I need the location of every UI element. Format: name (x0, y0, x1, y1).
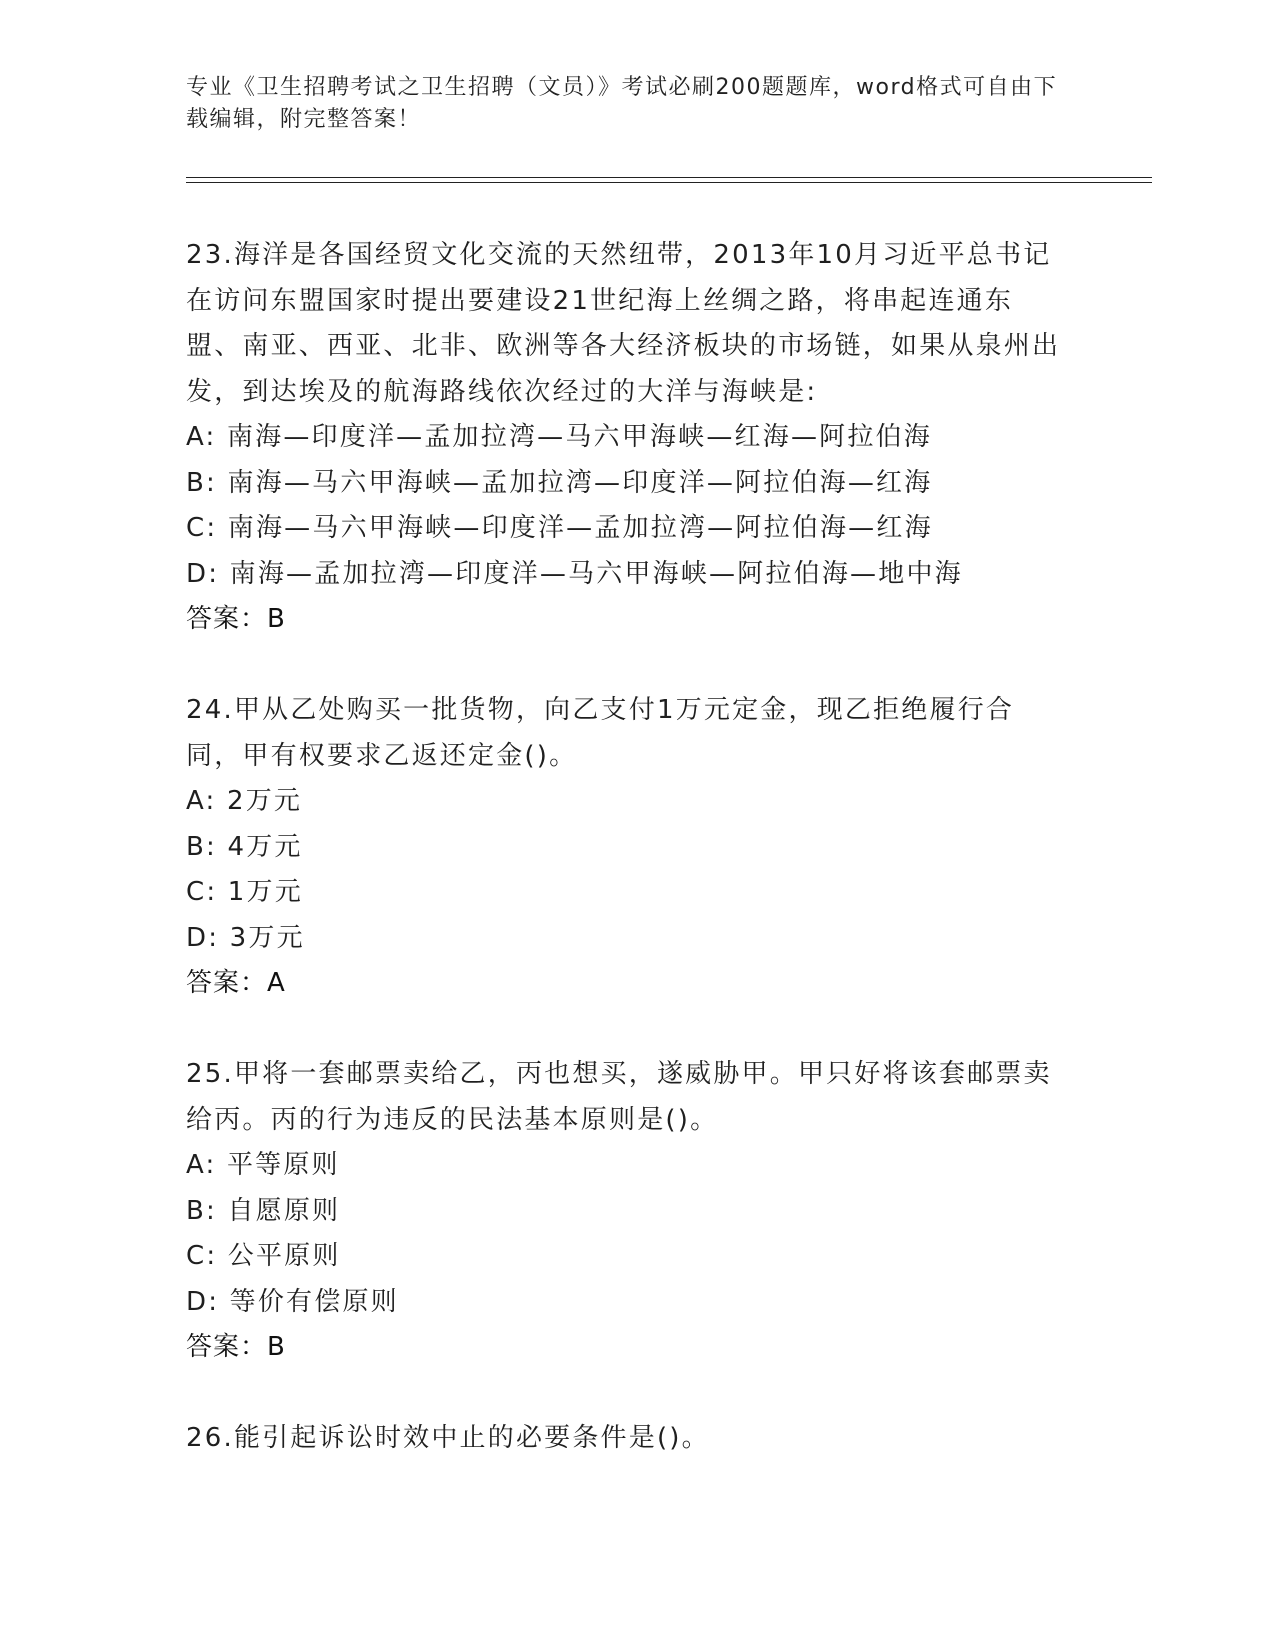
option-b: B: 4万元 (186, 831, 303, 862)
question-stem: 24.甲从乙处购买一批货物，向乙支付1万元定金，现乙拒绝履行合同，甲有权要求乙返还定金()。 (186, 695, 1015, 771)
document-header (186, 72, 1066, 136)
option-a: A: 2万元 (186, 786, 303, 816)
answer: 答案：A (186, 968, 286, 998)
question-stem: 23.海洋是各国经贸文化交流的天然纽带，2013年10月习近平总书记在访问东盟国家时提出要建设21世纪海上丝绸之路，将串起连通东盟、南亚、西亚、北非、欧洲等各大经济板块的市场链，如果从泉州出发，到达埃及的航海路线依次经过的大洋与海峡是: (186, 240, 1061, 407)
question-stem: 26.能引起诉讼时效中止的必要条件是()。 (186, 1423, 710, 1453)
option-a: A: 南海—印度洋—孟加拉湾—马六甲海峡—红海—阿拉伯海 (186, 422, 932, 452)
option-d: D: 南海—孟加拉湾—印度洋—马六甲海峡—阿拉伯海—地中海 (186, 558, 963, 589)
answer: 答案：B (186, 604, 286, 634)
header-text: 专业《卫生招聘考试之卫生招聘（文员）》考试必刷200题题库，word格式可自由下载编辑，附完整答案！ (186, 75, 1058, 132)
header-divider-top (186, 177, 1152, 178)
question-26 (186, 1416, 1066, 1462)
question-24 (186, 688, 1066, 1007)
answer: 答案：B (186, 1332, 286, 1362)
option-c: C: 1万元 (186, 877, 303, 907)
option-c: C: 公平原则 (186, 1241, 341, 1271)
option-c: C: 南海—马六甲海峡—印度洋—孟加拉湾—阿拉伯海—红海 (186, 513, 933, 543)
question-23 (186, 233, 1066, 643)
option-b: B: 南海—马六甲海峡—孟加拉湾—印度洋—阿拉伯海—红海 (186, 467, 933, 498)
header-divider-bottom (186, 182, 1152, 183)
question-25 (186, 1052, 1066, 1371)
option-d: D: 等价有偿原则 (186, 1286, 399, 1317)
question-stem: 25.甲将一套邮票卖给乙，丙也想买，遂威胁甲。甲只好将该套邮票卖给丙。丙的行为违反的民法基本原则是()。 (186, 1059, 1052, 1135)
option-b: B: 自愿原则 (186, 1195, 341, 1226)
option-d: D: 3万元 (186, 922, 305, 953)
option-a: A: 平等原则 (186, 1150, 340, 1180)
